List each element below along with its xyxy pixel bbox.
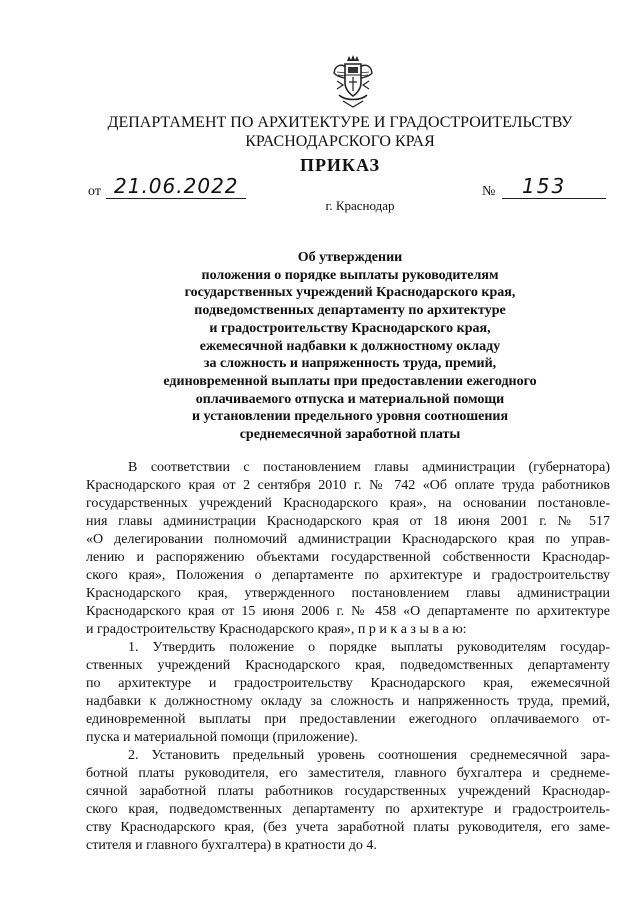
subject-line: ежемесячной надбавки к должностному окладу [199,338,501,354]
body-line: 1. Утвердить положение о порядке выплаты руководителям государ- [128,640,610,655]
body-line: по архитектуре и градостроительству Краснодарского края, ежемесячной [86,676,610,691]
subject-line: подведомственных департаменту по архитектуре [194,303,506,319]
subject-line: единовременной выплаты при предоставлении ежегодного [163,373,537,389]
subject-line: за сложность и напряженность труда, премий, [203,356,497,372]
subject-line: Об утверждении [297,250,403,265]
order-subject [90,249,610,444]
body-line: ству Краснодарского края, (без учета заработной платы руководителя, его заме- [86,820,610,835]
body-line: ского края, подведомственных департаменту по архитектуре и градостроитель- [86,802,610,817]
coat-of-arms-icon [331,55,375,109]
body-line: и градостроительству Краснодарского края», п р и к а з ы в а ю: [86,622,467,637]
subject-line: оплачиваемого отпуска и материальной помощи [195,391,505,407]
body-line: ния главы администрации Краснодарского края от 18 июня 2001 г. № 517 [86,514,610,529]
date-handwritten: 21.06.2022 [114,174,239,198]
body-line: надбавки к должностному окладу за сложность и напряженность труда, премий, [86,694,610,709]
body-line: «О делегировании полномочий администрации Краснодарского края по управ- [86,532,610,547]
city: г. Краснодар [325,198,395,213]
body-line: государственных учреждений Краснодарского края», на основании постановле- [86,496,610,511]
subject-line: и градостроительству Краснодарского края, [209,320,491,336]
subject-line: и установлении предельного уровня соотношения [191,409,509,425]
department-name-line1: ДЕПАРТАМЕНТ ПО АРХИТЕКТУРЕ И ГРАДОСТРОИТЕЛЬСТВУ [107,114,573,131]
number-prefix: № [482,184,496,199]
order-body [86,459,610,855]
subject-line: положения о порядке выплаты руководителям [201,267,499,283]
body-line: Краснодарского края от 2 сентября 2010 г. № 742 «Об оплате труда работников [86,478,610,493]
body-line: В соответствии с постановлением главы администрации (губернатора) [128,460,610,475]
body-line: лению и распоряжению объектами государственной собственности Краснодар- [86,550,610,565]
date-prefix: от [88,184,101,199]
body-line: ского края», Положения о департаменте по архитектуре и градостроительству [86,568,610,583]
body-line: сячной заработной платы работников государственных учреждений Краснодар- [86,784,610,799]
order-title: ПРИКАЗ [299,155,381,175]
body-line: единовременной выплаты при предоставлении ежегодного оплачиваемого от- [86,712,610,727]
subject-line: государственных учреждений Краснодарского края, [184,285,516,301]
body-line: стителя и главного бухгалтера) в кратности до 4. [86,838,377,853]
department-name-line2: КРАСНОДАРСКОГО КРАЯ [245,133,435,150]
number-handwritten: 153 [522,174,567,198]
body-line: ботной платы руководителя, его заместителя, главного бухгалтера и среднеме- [86,766,610,781]
body-line: Краснодарского края, утвержденного постановлением главы администрации [86,586,610,601]
body-line: ственных учреждений Краснодарского края, подведомственных департаменту [86,658,610,673]
subject-line: среднемесячной заработной платы [239,427,461,443]
body-line: Краснодарского края от 15 июня 2006 г. № 458 «О департаменте по архитектуре [86,604,610,619]
body-line: 2. Установить предельный уровень соотношения среднемесячной зара- [128,748,610,763]
body-line: пуска и материальной помощи (приложение). [86,730,358,745]
